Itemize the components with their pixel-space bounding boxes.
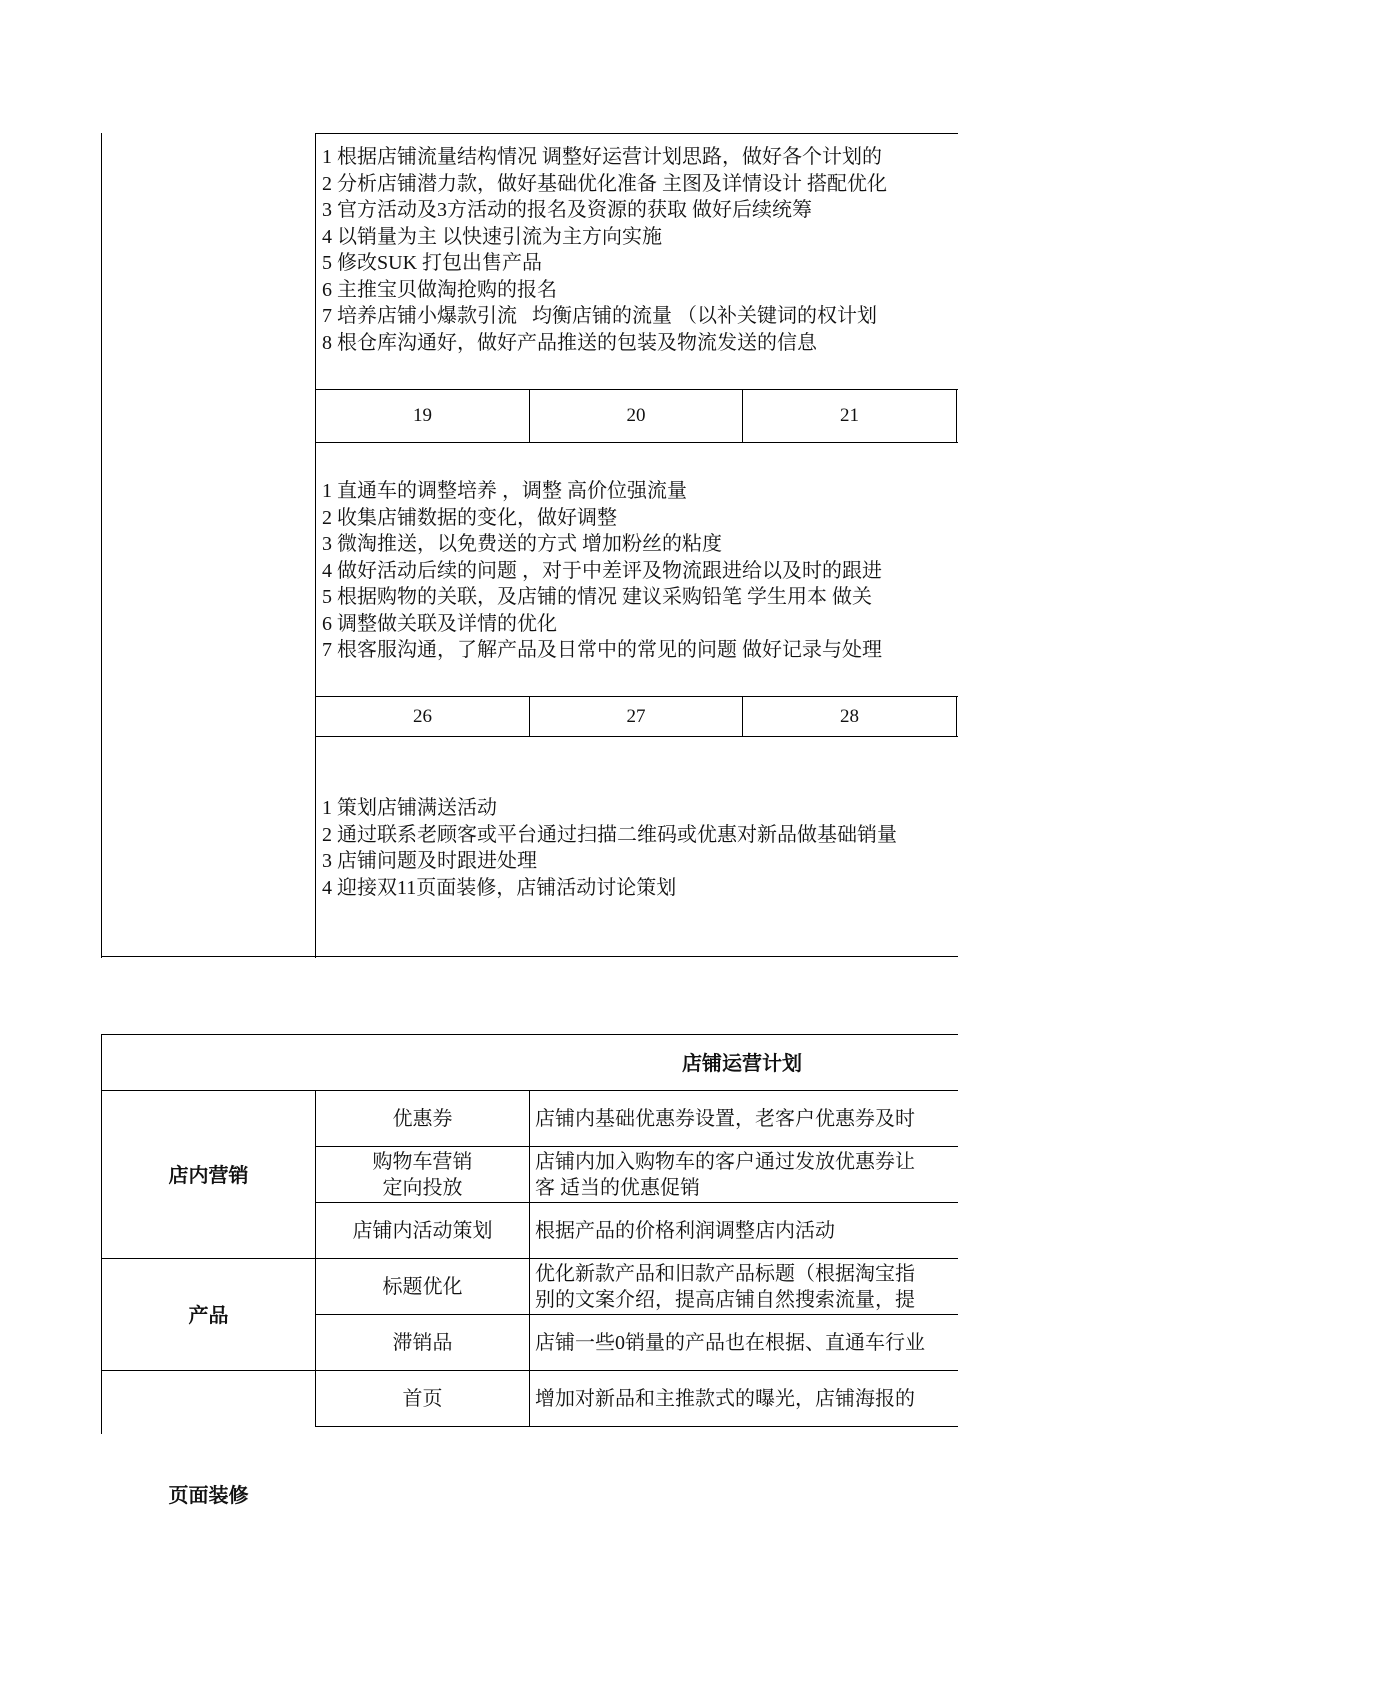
day-cell: 19 [413, 405, 432, 426]
plan-line: 2 通过联系老顾客或平台通过扫描二维码或优惠对新品做基础销量 [322, 823, 897, 846]
day-cell: 20 [626, 405, 646, 426]
plan-line: 1 根据店铺流量结构情况 调整好运营计划思路，做好各个计划的 [322, 146, 882, 168]
category-cell: 店内营销 [168, 1162, 249, 1187]
border [315, 1426, 958, 1427]
item-name: 店铺内活动策划 [352, 1219, 493, 1242]
category-cell: 产品 [188, 1302, 229, 1327]
item-name: 标题优化 [382, 1275, 463, 1298]
ops-plan-title: 店铺运营计划 [682, 1050, 802, 1075]
plan-line: 4 迎接双11页面装修，店铺活动讨论策划 [322, 876, 677, 899]
day-cell: 21 [840, 405, 859, 426]
plan-line: 6 调整做关联及详情的优化 [322, 612, 557, 635]
plan-line: 5 根据购物的关联，及店铺的情况 建议采购铅笔 学生用本 做关 [322, 586, 872, 608]
plan-line: 1 策划店铺满送活动 [322, 797, 497, 819]
item-name: 首页 [402, 1387, 443, 1410]
border [101, 956, 958, 957]
plan-line: 3 店铺问题及时跟进处理 [322, 850, 537, 872]
plan-line: 2 分析店铺潜力款，做好基础优化准备 主图及详情设计 搭配优化 [322, 172, 887, 195]
item-desc: 增加对新品和主推款式的曝光，店铺海报的 [535, 1387, 915, 1410]
item-desc: 店铺内基础优惠券设置，老客户优惠券及时 [535, 1107, 915, 1130]
plan-block-1 [316, 134, 957, 389]
ops-plan-table [0, 1030, 958, 1507]
plan-line: 8 根仓库沟通好，做好产品推送的包装及物流发送的信息 [322, 331, 817, 354]
item-name: 优惠券 [392, 1107, 453, 1130]
plan-line: 4 做好活动后续的问题 ，对于中差评及物流跟进给以及时的跟进 [322, 559, 882, 582]
item-desc: 优化新款产品和旧款产品标题（根据淘宝指 别的文案介绍，提高店铺自然搜索流量，提 [535, 1262, 915, 1311]
day-cell: 26 [413, 705, 432, 727]
border [956, 696, 957, 736]
plan-line: 7 根客服沟通，了解产品及日常中的常见的问题 做好记录与处理 [322, 639, 882, 661]
plan-line: 4 以销量为主 以快速引流为主方向实施 [322, 225, 662, 248]
category-cell: 页面装修 [168, 1483, 249, 1507]
item-name: 滞销品 [392, 1331, 453, 1354]
border [956, 389, 957, 442]
day-cell: 27 [626, 705, 646, 727]
plan-line: 2 收集店铺数据的变化，做好调整 [322, 506, 617, 529]
item-desc: 根据产品的价格利润调整店内活动 [535, 1219, 835, 1242]
plan-block-3 [316, 737, 957, 956]
plan-line: 6 主推宝贝做淘抢购的报名 [322, 278, 557, 301]
border [101, 133, 102, 958]
weekly-plan-section [0, 0, 958, 960]
day-cell: 28 [840, 705, 859, 727]
plan-line: 5 修改SUK 打包出售产品 [322, 252, 543, 274]
item-name: 购物车营销 定向投放 [372, 1150, 473, 1199]
item-desc: 店铺内加入购物车的客户通过发放优惠券让 客 适当的优惠促销 [535, 1150, 915, 1199]
plan-block-2 [316, 443, 957, 696]
plan-line: 3 官方活动及3方活动的报名及资源的获取 做好后续统筹 [322, 199, 812, 221]
item-desc: 店铺一些0销量的产品也在根据、直通车行业 [535, 1331, 925, 1354]
plan-line: 1 直通车的调整培养 ，调整 高价位强流量 [322, 480, 687, 502]
plan-line: 7 培养店铺小爆款引流 均衡店铺的流量 （以补关键词的权计划 [322, 305, 877, 327]
plan-line: 3 微淘推送，以免费送的方式 增加粉丝的粘度 [322, 533, 722, 555]
